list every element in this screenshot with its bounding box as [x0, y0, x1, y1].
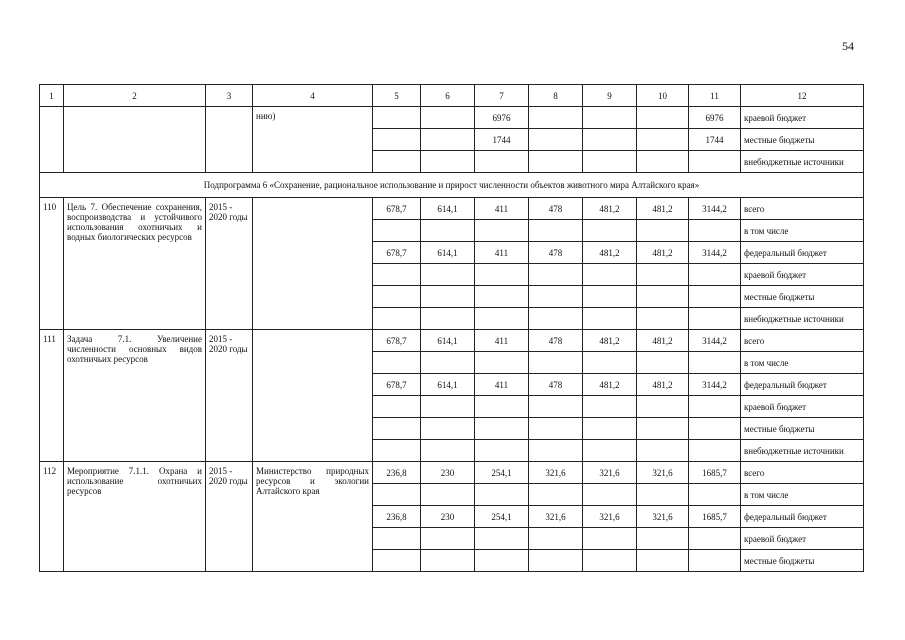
- column-header: 7: [475, 85, 529, 107]
- value-cell: 678,7: [373, 374, 421, 396]
- executor-cell: Министерство природных ресурсов и экологии Алтайского края: [253, 462, 373, 572]
- value-cell: [373, 352, 421, 374]
- value-cell: [583, 151, 637, 173]
- value-cell: [475, 418, 529, 440]
- value-cell: [529, 484, 583, 506]
- name-cell: Цель 7. Обеспечение сохранения, воспроизводства и устойчивого использования охотничьих и водных биологических ресурсов: [64, 198, 206, 330]
- value-cell: [689, 220, 741, 242]
- value-cell: [475, 396, 529, 418]
- value-cell: 321,6: [529, 506, 583, 528]
- value-cell: [637, 264, 689, 286]
- value-cell: [373, 550, 421, 572]
- value-cell: [529, 286, 583, 308]
- value-cell: 481,2: [583, 330, 637, 352]
- value-cell: [637, 528, 689, 550]
- funding-source-cell: местные бюджеты: [741, 286, 864, 308]
- value-cell: 678,7: [373, 330, 421, 352]
- value-cell: 481,2: [583, 374, 637, 396]
- value-cell: [637, 396, 689, 418]
- value-cell: [583, 484, 637, 506]
- value-cell: [689, 550, 741, 572]
- value-cell: 1685,7: [689, 506, 741, 528]
- value-cell: [689, 286, 741, 308]
- value-cell: [529, 129, 583, 151]
- column-header: 8: [529, 85, 583, 107]
- value-cell: 411: [475, 330, 529, 352]
- row-number-cell: [40, 107, 64, 173]
- value-cell: [583, 528, 637, 550]
- value-cell: [529, 550, 583, 572]
- value-cell: [421, 129, 475, 151]
- table-body: [40, 85, 864, 572]
- value-cell: [475, 264, 529, 286]
- value-cell: [421, 220, 475, 242]
- value-cell: [421, 151, 475, 173]
- value-cell: [421, 484, 475, 506]
- value-cell: [583, 550, 637, 572]
- value-cell: 3144,2: [689, 198, 741, 220]
- value-cell: [475, 440, 529, 462]
- funding-source-cell: внебюджетные источники: [741, 440, 864, 462]
- page-number: 54: [842, 39, 854, 53]
- value-cell: 254,1: [475, 506, 529, 528]
- table-row: [40, 107, 864, 129]
- value-cell: [689, 418, 741, 440]
- value-cell: 614,1: [421, 330, 475, 352]
- value-cell: [637, 352, 689, 374]
- row-number-cell: 111: [40, 330, 64, 462]
- value-cell: 3144,2: [689, 330, 741, 352]
- column-header: 4: [253, 85, 373, 107]
- value-cell: 3144,2: [689, 374, 741, 396]
- value-cell: 230: [421, 506, 475, 528]
- table-row: [40, 462, 864, 484]
- value-cell: [421, 440, 475, 462]
- value-cell: [583, 396, 637, 418]
- funding-source-cell: краевой бюджет: [741, 107, 864, 129]
- column-header: 11: [689, 85, 741, 107]
- value-cell: 478: [529, 330, 583, 352]
- value-cell: 321,6: [637, 462, 689, 484]
- value-cell: 1744: [689, 129, 741, 151]
- value-cell: [421, 550, 475, 572]
- value-cell: 478: [529, 242, 583, 264]
- executor-cell: [253, 330, 373, 462]
- funding-source-cell: краевой бюджет: [741, 264, 864, 286]
- value-cell: [421, 286, 475, 308]
- value-cell: [373, 528, 421, 550]
- column-header: 12: [741, 85, 864, 107]
- value-cell: [583, 264, 637, 286]
- value-cell: 230: [421, 462, 475, 484]
- funding-source-cell: местные бюджеты: [741, 550, 864, 572]
- value-cell: [475, 286, 529, 308]
- value-cell: [373, 129, 421, 151]
- value-cell: 678,7: [373, 242, 421, 264]
- value-cell: [421, 107, 475, 129]
- value-cell: [583, 440, 637, 462]
- subprogram-row: [40, 173, 864, 198]
- value-cell: [529, 308, 583, 330]
- value-cell: [475, 528, 529, 550]
- value-cell: [373, 264, 421, 286]
- funding-source-cell: всего: [741, 330, 864, 352]
- value-cell: [373, 308, 421, 330]
- funding-source-cell: федеральный бюджет: [741, 506, 864, 528]
- value-cell: [421, 308, 475, 330]
- funding-source-cell: всего: [741, 462, 864, 484]
- value-cell: [475, 151, 529, 173]
- value-cell: [373, 440, 421, 462]
- value-cell: [689, 528, 741, 550]
- value-cell: [689, 264, 741, 286]
- funding-source-cell: в том числе: [741, 220, 864, 242]
- value-cell: [421, 264, 475, 286]
- value-cell: 481,2: [637, 242, 689, 264]
- value-cell: [529, 264, 583, 286]
- value-cell: [689, 352, 741, 374]
- value-cell: [637, 129, 689, 151]
- value-cell: 254,1: [475, 462, 529, 484]
- value-cell: [637, 440, 689, 462]
- value-cell: 481,2: [583, 198, 637, 220]
- column-header: 5: [373, 85, 421, 107]
- value-cell: 481,2: [637, 374, 689, 396]
- value-cell: [583, 418, 637, 440]
- value-cell: [529, 151, 583, 173]
- row-number-cell: 110: [40, 198, 64, 330]
- value-cell: 478: [529, 374, 583, 396]
- value-cell: 478: [529, 198, 583, 220]
- funding-source-cell: в том числе: [741, 352, 864, 374]
- value-cell: [373, 418, 421, 440]
- row-number-cell: 112: [40, 462, 64, 572]
- funding-source-cell: краевой бюджет: [741, 528, 864, 550]
- value-cell: [637, 308, 689, 330]
- value-cell: [529, 440, 583, 462]
- value-cell: [689, 151, 741, 173]
- value-cell: [475, 352, 529, 374]
- value-cell: 411: [475, 374, 529, 396]
- value-cell: [475, 308, 529, 330]
- value-cell: 411: [475, 242, 529, 264]
- value-cell: [421, 418, 475, 440]
- subprogram-title: Подпрограмма 6 «Сохранение, рациональное использование и прирост численности объектов животного мира Алтайского края»: [40, 173, 864, 198]
- value-cell: [373, 220, 421, 242]
- years-cell: [206, 107, 253, 173]
- funding-source-cell: местные бюджеты: [741, 418, 864, 440]
- value-cell: 321,6: [637, 506, 689, 528]
- value-cell: 236,8: [373, 462, 421, 484]
- value-cell: [373, 396, 421, 418]
- executor-cell: [253, 198, 373, 330]
- value-cell: 6976: [689, 107, 741, 129]
- value-cell: 236,8: [373, 506, 421, 528]
- value-cell: 481,2: [583, 242, 637, 264]
- value-cell: [529, 418, 583, 440]
- value-cell: [583, 220, 637, 242]
- name-cell: Задача 7.1. Увеличение численности основных видов охотничьих ресурсов: [64, 330, 206, 462]
- value-cell: 614,1: [421, 242, 475, 264]
- value-cell: [689, 440, 741, 462]
- value-cell: [689, 484, 741, 506]
- funding-source-cell: федеральный бюджет: [741, 242, 864, 264]
- value-cell: 481,2: [637, 330, 689, 352]
- value-cell: 1685,7: [689, 462, 741, 484]
- value-cell: [421, 352, 475, 374]
- column-header: 10: [637, 85, 689, 107]
- value-cell: 321,6: [583, 506, 637, 528]
- value-cell: 481,2: [637, 198, 689, 220]
- funding-source-cell: местные бюджеты: [741, 129, 864, 151]
- value-cell: [529, 396, 583, 418]
- value-cell: [475, 484, 529, 506]
- value-cell: [637, 418, 689, 440]
- funding-source-cell: внебюджетные источники: [741, 151, 864, 173]
- value-cell: [583, 107, 637, 129]
- value-cell: [529, 352, 583, 374]
- value-cell: [689, 308, 741, 330]
- value-cell: 1744: [475, 129, 529, 151]
- value-cell: 614,1: [421, 374, 475, 396]
- value-cell: [637, 107, 689, 129]
- value-cell: 321,6: [583, 462, 637, 484]
- value-cell: [529, 220, 583, 242]
- value-cell: [689, 396, 741, 418]
- value-cell: [373, 107, 421, 129]
- funding-source-cell: краевой бюджет: [741, 396, 864, 418]
- name-cell: [64, 107, 206, 173]
- value-cell: [637, 151, 689, 173]
- value-cell: 6976: [475, 107, 529, 129]
- value-cell: [529, 107, 583, 129]
- table-row: [40, 330, 864, 352]
- funding-source-cell: в том числе: [741, 484, 864, 506]
- value-cell: 321,6: [529, 462, 583, 484]
- column-header: 2: [64, 85, 206, 107]
- value-cell: [637, 550, 689, 572]
- value-cell: [373, 151, 421, 173]
- value-cell: [421, 396, 475, 418]
- name-cell: Мероприятие 7.1.1. Охрана и использование охотничьих ресурсов: [64, 462, 206, 572]
- value-cell: [421, 528, 475, 550]
- value-cell: 678,7: [373, 198, 421, 220]
- value-cell: [373, 484, 421, 506]
- funding-source-cell: федеральный бюджет: [741, 374, 864, 396]
- value-cell: [637, 484, 689, 506]
- column-header: 3: [206, 85, 253, 107]
- value-cell: 411: [475, 198, 529, 220]
- funding-source-cell: всего: [741, 198, 864, 220]
- budget-table: [39, 84, 864, 572]
- header-row: [40, 85, 864, 107]
- executor-cell: нию): [253, 107, 373, 173]
- years-cell: 2015 - 2020 годы: [206, 330, 253, 462]
- value-cell: [637, 220, 689, 242]
- value-cell: 614,1: [421, 198, 475, 220]
- value-cell: [475, 550, 529, 572]
- value-cell: [583, 352, 637, 374]
- value-cell: [583, 286, 637, 308]
- column-header: 1: [40, 85, 64, 107]
- value-cell: [529, 528, 583, 550]
- value-cell: [637, 286, 689, 308]
- column-header: 9: [583, 85, 637, 107]
- value-cell: [583, 129, 637, 151]
- years-cell: 2015 - 2020 годы: [206, 462, 253, 572]
- funding-source-cell: внебюджетные источники: [741, 308, 864, 330]
- value-cell: [475, 220, 529, 242]
- value-cell: [583, 308, 637, 330]
- value-cell: 3144,2: [689, 242, 741, 264]
- years-cell: 2015 - 2020 годы: [206, 198, 253, 330]
- column-header: 6: [421, 85, 475, 107]
- table-row: [40, 198, 864, 220]
- value-cell: [373, 286, 421, 308]
